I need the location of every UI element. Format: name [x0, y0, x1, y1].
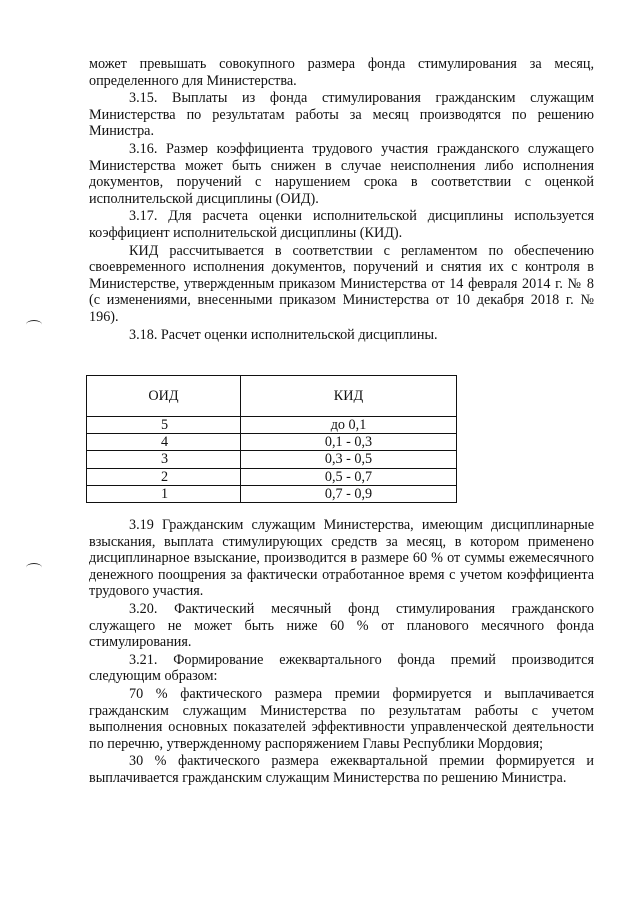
- table-row: [87, 417, 457, 434]
- oid-kid-table: [86, 375, 457, 503]
- table-cell-kid: 0,5 - 0,7: [241, 468, 457, 485]
- paragraph-3-19: 3.19 Гражданским служащим Министерства, имеющим дисциплинарные взыскания, выплата стимулирующих средств за месяц, в котором применено дисциплинарное взыскание, производится в размере 60 % от суммы ежемесячного денежного поощрения за фактически отработанное время с учетом коэффициента трудового участия.: [89, 517, 594, 600]
- table-cell-oid: 2: [87, 468, 241, 485]
- table-cell-oid: 4: [87, 434, 241, 451]
- document-body-top: [89, 56, 594, 343]
- paragraph-kid: КИД рассчитывается в соответствии с регламентом по обеспечению своевременного исполнения документов, поручений и снятия их с контроля в Министерстве, утвержденным приказом Министерства от 14 февраля 2014 г. № 8 (с изменениями, внесенными приказом Министерства от 10 декабря 2018 г. № 196).: [89, 242, 594, 325]
- paragraph-3-20: 3.20. Фактический месячный фонд стимулирования гражданского служащего не может быть ниже 60 % от планового месячного фонда стимулирования.: [89, 600, 594, 651]
- table-row: [87, 485, 457, 502]
- paragraph-continuation: может превышать совокупного размера фонда стимулирования за месяц, определенного для Министерства.: [89, 56, 594, 89]
- paragraph-30-percent: 30 % фактического размера ежеквартальной премии формируется и выплачивается гражданским служащим Министерства по решению Министра.: [89, 753, 594, 786]
- table-header-kid: КИД: [241, 376, 457, 417]
- table-header-row: [87, 376, 457, 417]
- paragraph-3-21: 3.21. Формирование ежеквартального фонда премий производится следующим образом:: [89, 651, 594, 685]
- table-cell-oid: 1: [87, 485, 241, 502]
- paragraph-3-18: 3.18. Расчет оценки исполнительской дисциплины.: [129, 326, 438, 343]
- paragraph-3-15: 3.15. Выплаты из фонда стимулирования гражданским служащим Министерства по результатам работы за месяц производятся по решению Министра.: [89, 90, 594, 140]
- paragraph-3-16: 3.16. Размер коэффициента трудового участия гражданского служащего Министерства может быть снижен в случае неисполнения либо исполнения документов, поручений с нарушением срока в соответствии с оценкой исполнительской дисциплины (ОИД).: [89, 140, 594, 207]
- paragraph-70-percent: 70 % фактического размера премии формируется и выплачивается гражданским служащим Министерства по результатам работы с учетом выполнения основных показателей эффективности управленческой деятельности по перечню, утвержденному распоряжением Главы Республики Мордовия;: [89, 685, 594, 752]
- margin-mark-upper: [26, 320, 42, 329]
- table-header-oid: ОИД: [87, 376, 241, 417]
- table-cell-kid: 0,1 - 0,3: [241, 434, 457, 451]
- table-row: [87, 451, 457, 468]
- table-cell-kid: до 0,1: [241, 417, 457, 434]
- document-body-bottom: [89, 517, 594, 787]
- table-cell-kid: 0,3 - 0,5: [241, 451, 457, 468]
- table-cell-oid: 5: [87, 417, 241, 434]
- table-cell-oid: 3: [87, 451, 241, 468]
- paragraph-3-17: 3.17. Для расчета оценки исполнительской дисциплины используется коэффициент исполнительской дисциплины (КИД).: [89, 208, 594, 241]
- margin-mark-lower: [26, 563, 42, 572]
- table-cell-kid: 0,7 - 0,9: [241, 485, 457, 502]
- table-row: [87, 434, 457, 451]
- table-row: [87, 468, 457, 485]
